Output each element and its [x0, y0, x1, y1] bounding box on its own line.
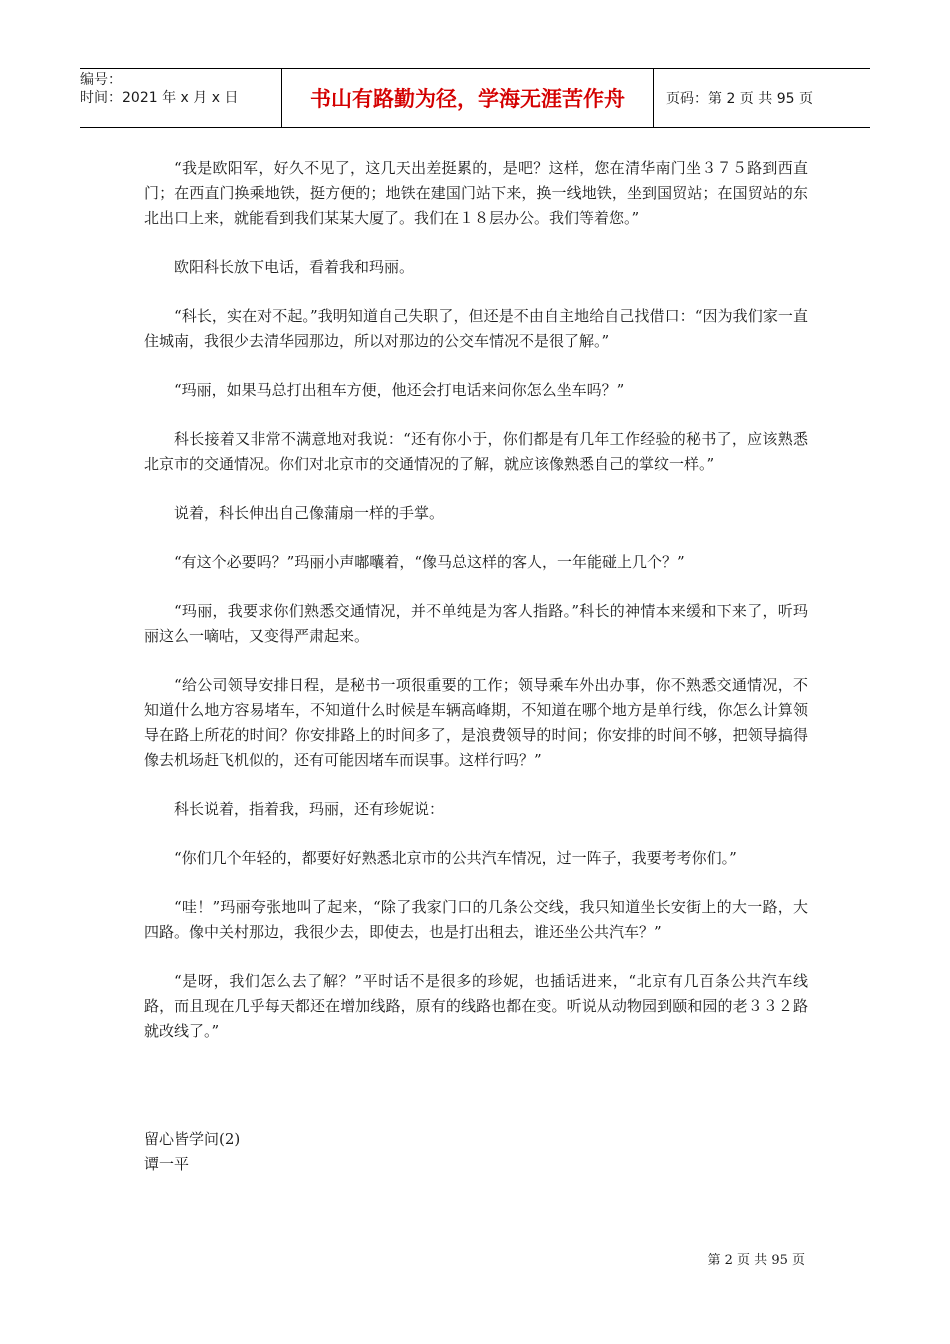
paragraph: “你们几个年轻的，都要好好熟悉北京市的公共汽车情况，过一阵子，我要考考你们。” — [174, 849, 737, 867]
paragraph: 说着，科长伸出自己像蒲扇一样的手掌。 — [174, 504, 445, 522]
paragraph: 科长接着又非常不满意地对我说：“还有你小于，你们都是有几年工作经验的秘书了，应该熟悉北京市的交通情况。你们对北京市的交通情况的了解，就应该像熟悉自己的掌纹一样。” — [144, 430, 808, 473]
paragraph: “有这个必要吗？”玛丽小声嘟囔着，“像马总这样的客人，一年能碰上几个？” — [174, 553, 685, 571]
paragraph: “是呀，我们怎么去了解？”平时话不是很多的珍妮，也插话进来，“北京有几百条公共汽车线路，而且现在几乎每天都还在增加线路，原有的线路也都在变。听说从动物园到颐和园的老３３２路就改线了。” — [144, 972, 808, 1040]
header-page-info: 页码：第 2 页 共 95 页 — [666, 91, 813, 107]
paragraph: “玛丽，我要求你们熟悉交通情况，并不单纯是为客人指路。”科长的神情本来缓和下来了，听玛丽这么一嘀咕，又变得严肃起来。 — [144, 602, 808, 645]
document-body — [144, 156, 808, 1068]
section-title: 留心皆学问(2) — [144, 1130, 241, 1148]
section-heading-block — [144, 1127, 240, 1177]
header-motto: 书山有路勤为径，学海无涯苦作舟 — [282, 69, 654, 127]
author-name: 谭一平 — [144, 1155, 190, 1173]
time-label: 时间：2021 年 x 月 x 日 — [80, 90, 239, 106]
paragraph: 欧阳科长放下电话，看着我和玛丽。 — [174, 258, 415, 276]
header-meta — [80, 69, 282, 127]
number-label: 编号： — [80, 72, 122, 88]
paragraph: “玛丽，如果马总打出租车方便，他还会打电话来问你怎么坐车吗？” — [174, 381, 625, 399]
paragraph: “我是欧阳军，好久不见了，这几天出差挺累的，是吧？这样，您在清华南门坐３７５路到西直门；在西直门换乘地铁，挺方便的；地铁在建国门站下来，换一线地铁，坐到国贸站；在国贸站的东北出口上来，就能看到我们某某大厦了。我们在１８层办公。我们等着您。” — [144, 159, 808, 227]
paragraph: “给公司领导安排日程，是秘书一项很重要的工作；领导乘车外出办事，你不熟悉交通情况，不知道什么地方容易堵车，不知道什么时候是车辆高峰期，不知道在哪个地方是单行线，你怎么计算领导在路上所花的时间？你安排路上的时间多了，是浪费领导的时间；你安排的时间不够，把领导搞得像去机场赶飞机似的，还有可能因堵车而误事。这样行吗？” — [144, 676, 808, 769]
paragraph: “哇！”玛丽夸张地叫了起来，“除了我家门口的几条公交线，我只知道坐长安街上的大一路，大四路。像中关村那边，我很少去，即使去，也是打出租去，谁还坐公共汽车？” — [144, 898, 808, 941]
paragraph: “科长，实在对不起。”我明知道自己失职了，但还是不由自主地给自己找借口：“因为我们家一直住城南，我很少去清华园那边，所以对那边的公交车情况不是很了解。” — [144, 307, 808, 350]
page-header — [80, 68, 870, 128]
paragraph: 科长说着，指着我，玛丽，还有珍妮说： — [174, 800, 445, 818]
page-footer: 第 2 页 共 95 页 — [707, 1253, 805, 1268]
